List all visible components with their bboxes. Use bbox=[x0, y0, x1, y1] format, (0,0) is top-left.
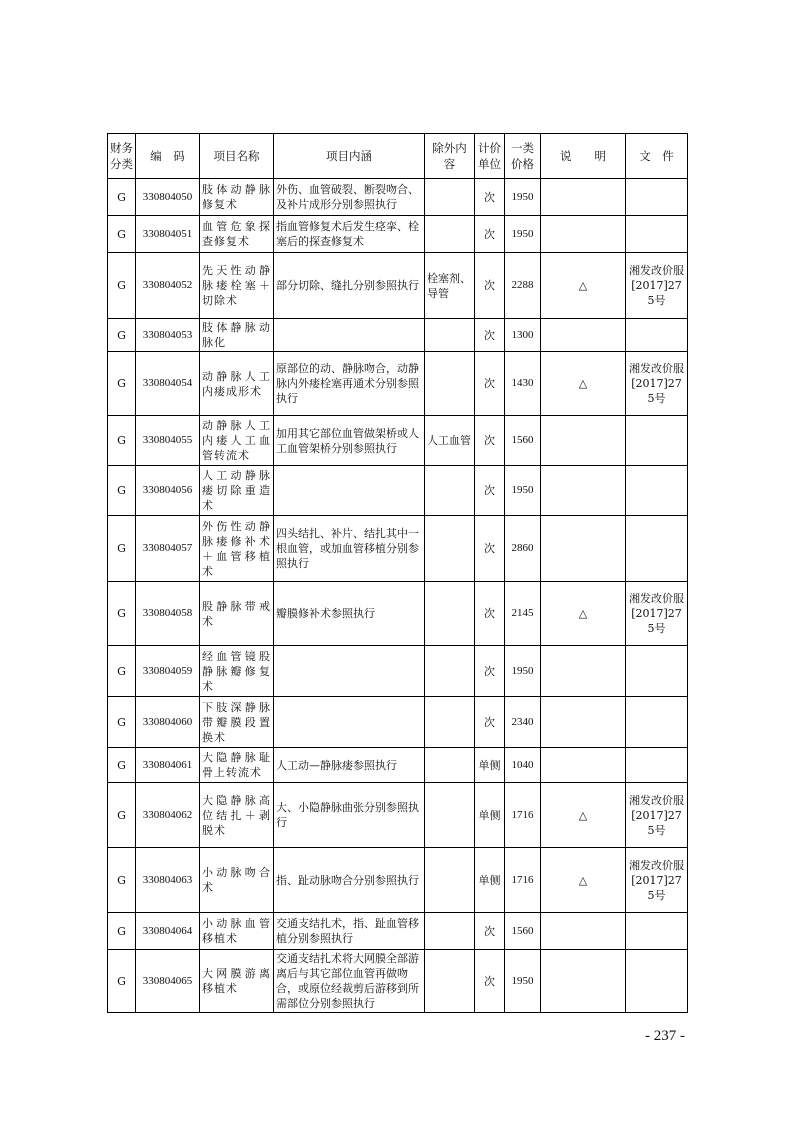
cell-note: △ bbox=[541, 253, 626, 319]
cell-code: 330804061 bbox=[136, 748, 200, 783]
cell-desc: 交通支结扎术，指、趾血管移植分别参照执行 bbox=[274, 913, 425, 950]
cell-name: 动静脉人工内瘘人工血管转流术 bbox=[200, 416, 274, 466]
cell-code: 330804064 bbox=[136, 913, 200, 950]
cell-unit: 次 bbox=[475, 179, 505, 216]
cell-note: △ bbox=[541, 783, 626, 848]
cell-excluded bbox=[425, 848, 475, 913]
cell-category: G bbox=[108, 783, 136, 848]
cell-document: 湘发改价服[2017]275号 bbox=[626, 582, 688, 646]
table-row bbox=[108, 848, 688, 913]
cell-unit: 次 bbox=[475, 216, 505, 253]
cell-desc bbox=[274, 466, 425, 516]
cell-price: 1430 bbox=[505, 352, 541, 416]
cell-code: 330804057 bbox=[136, 516, 200, 582]
cell-excluded bbox=[425, 697, 475, 748]
page-number: - 237 - bbox=[645, 1028, 685, 1044]
table-row bbox=[108, 319, 688, 352]
cell-price: 1950 bbox=[505, 216, 541, 253]
cell-price: 2288 bbox=[505, 253, 541, 319]
cell-document: 湘发改价服[2017]275号 bbox=[626, 848, 688, 913]
cell-code: 330804053 bbox=[136, 319, 200, 352]
cell-unit: 单侧 bbox=[475, 783, 505, 848]
cell-name: 小动脉吻合术 bbox=[200, 848, 274, 913]
table-row bbox=[108, 216, 688, 253]
cell-document bbox=[626, 646, 688, 697]
cell-document bbox=[626, 516, 688, 582]
cell-desc bbox=[274, 319, 425, 352]
cell-note: △ bbox=[541, 848, 626, 913]
table-row bbox=[108, 646, 688, 697]
cell-desc: 指、趾动脉吻合分别参照执行 bbox=[274, 848, 425, 913]
cell-name: 动静脉人工内瘘成形术 bbox=[200, 352, 274, 416]
cell-code: 330804058 bbox=[136, 582, 200, 646]
cell-category: G bbox=[108, 416, 136, 466]
header-category: 财务分类 bbox=[108, 134, 136, 179]
cell-document: 湘发改价服[2017]275号 bbox=[626, 783, 688, 848]
cell-document bbox=[626, 748, 688, 783]
cell-price: 2145 bbox=[505, 582, 541, 646]
cell-unit: 次 bbox=[475, 646, 505, 697]
cell-price: 1716 bbox=[505, 848, 541, 913]
header-document: 文 件 bbox=[626, 134, 688, 179]
cell-price: 1300 bbox=[505, 319, 541, 352]
cell-category: G bbox=[108, 913, 136, 950]
cell-note bbox=[541, 646, 626, 697]
cell-category: G bbox=[108, 466, 136, 516]
cell-excluded bbox=[425, 582, 475, 646]
cell-desc: 瓣膜修补术参照执行 bbox=[274, 582, 425, 646]
cell-document bbox=[626, 216, 688, 253]
cell-unit: 单侧 bbox=[475, 748, 505, 783]
header-item-content: 项目内涵 bbox=[274, 134, 425, 179]
cell-desc: 外伤、血管破裂、断裂吻合、及补片成形分别参照执行 bbox=[274, 179, 425, 216]
cell-price: 1560 bbox=[505, 416, 541, 466]
cell-name: 外伤性动静脉瘘修补术＋血管移植术 bbox=[200, 516, 274, 582]
cell-desc: 部分切除、缝扎分别参照执行 bbox=[274, 253, 425, 319]
cell-note bbox=[541, 216, 626, 253]
cell-category: G bbox=[108, 253, 136, 319]
cell-category: G bbox=[108, 950, 136, 1013]
cell-category: G bbox=[108, 216, 136, 253]
header-row bbox=[108, 134, 688, 179]
table-row bbox=[108, 783, 688, 848]
cell-excluded bbox=[425, 783, 475, 848]
cell-price: 2340 bbox=[505, 697, 541, 748]
cell-desc: 人工动—静脉瘘参照执行 bbox=[274, 748, 425, 783]
cell-name: 人工动静脉瘘切除重造术 bbox=[200, 466, 274, 516]
cell-desc: 指血管修复术后发生痉挛、栓塞后的探查修复术 bbox=[274, 216, 425, 253]
cell-code: 330804050 bbox=[136, 179, 200, 216]
cell-code: 330804065 bbox=[136, 950, 200, 1013]
cell-document: 湘发改价服[2017]275号 bbox=[626, 352, 688, 416]
cell-unit: 次 bbox=[475, 950, 505, 1013]
cell-note bbox=[541, 416, 626, 466]
table-row bbox=[108, 582, 688, 646]
cell-name: 股静脉带戒术 bbox=[200, 582, 274, 646]
cell-desc: 原部位的动、静脉吻合，动静脉内外瘘栓塞再通术分别参照执行 bbox=[274, 352, 425, 416]
cell-category: G bbox=[108, 848, 136, 913]
header-note: 说 明 bbox=[541, 134, 626, 179]
cell-document bbox=[626, 950, 688, 1013]
table-row bbox=[108, 697, 688, 748]
cell-unit: 次 bbox=[475, 416, 505, 466]
cell-price: 1950 bbox=[505, 646, 541, 697]
cell-document bbox=[626, 697, 688, 748]
cell-name: 经血管镜股静脉瓣修复术 bbox=[200, 646, 274, 697]
cell-name: 血管危象探查修复术 bbox=[200, 216, 274, 253]
cell-unit: 次 bbox=[475, 516, 505, 582]
cell-unit: 次 bbox=[475, 582, 505, 646]
header-item-name: 项目名称 bbox=[200, 134, 274, 179]
cell-note bbox=[541, 466, 626, 516]
cell-note bbox=[541, 697, 626, 748]
header-price: 一类价格 bbox=[505, 134, 541, 179]
cell-unit: 次 bbox=[475, 352, 505, 416]
cell-category: G bbox=[108, 319, 136, 352]
header-code: 编 码 bbox=[136, 134, 200, 179]
cell-document bbox=[626, 179, 688, 216]
cell-excluded bbox=[425, 466, 475, 516]
cell-code: 330804055 bbox=[136, 416, 200, 466]
cell-code: 330804059 bbox=[136, 646, 200, 697]
cell-document: 湘发改价服[2017]275号 bbox=[626, 253, 688, 319]
cell-price: 1560 bbox=[505, 913, 541, 950]
cell-unit: 次 bbox=[475, 913, 505, 950]
cell-name: 大网膜游离移植术 bbox=[200, 950, 274, 1013]
cell-code: 330804063 bbox=[136, 848, 200, 913]
cell-name: 下肢深静脉带瓣膜段置换术 bbox=[200, 697, 274, 748]
cell-note bbox=[541, 319, 626, 352]
cell-excluded bbox=[425, 319, 475, 352]
cell-category: G bbox=[108, 697, 136, 748]
cell-category: G bbox=[108, 748, 136, 783]
table-row bbox=[108, 748, 688, 783]
cell-excluded bbox=[425, 913, 475, 950]
cell-price: 1716 bbox=[505, 783, 541, 848]
cell-price: 1950 bbox=[505, 179, 541, 216]
cell-note bbox=[541, 516, 626, 582]
cell-code: 330804052 bbox=[136, 253, 200, 319]
cell-excluded bbox=[425, 179, 475, 216]
cell-price: 1950 bbox=[505, 950, 541, 1013]
cell-document bbox=[626, 466, 688, 516]
cell-price: 1950 bbox=[505, 466, 541, 516]
cell-document bbox=[626, 913, 688, 950]
cell-code: 330804056 bbox=[136, 466, 200, 516]
cell-category: G bbox=[108, 516, 136, 582]
cell-name: 大隐静脉耻骨上转流术 bbox=[200, 748, 274, 783]
cell-name: 肢体静脉动脉化 bbox=[200, 319, 274, 352]
cell-desc: 交通支结扎术将大网膜全部游离后与其它部位血管再做吻合，或原位经裁剪后游移到所需部位分别参照执行 bbox=[274, 950, 425, 1013]
cell-desc bbox=[274, 697, 425, 748]
cell-unit: 次 bbox=[475, 466, 505, 516]
table-row bbox=[108, 516, 688, 582]
header-unit: 计价单位 bbox=[475, 134, 505, 179]
cell-category: G bbox=[108, 352, 136, 416]
cell-category: G bbox=[108, 582, 136, 646]
cell-excluded bbox=[425, 950, 475, 1013]
table-row bbox=[108, 253, 688, 319]
cell-document bbox=[626, 319, 688, 352]
cell-name: 先天性动静脉瘘栓塞＋切除术 bbox=[200, 253, 274, 319]
fee-table bbox=[107, 133, 688, 1013]
cell-excluded bbox=[425, 352, 475, 416]
cell-code: 330804054 bbox=[136, 352, 200, 416]
cell-note: △ bbox=[541, 582, 626, 646]
table-row bbox=[108, 416, 688, 466]
cell-note bbox=[541, 913, 626, 950]
cell-desc: 大、小隐静脉曲张分别参照执行 bbox=[274, 783, 425, 848]
cell-note bbox=[541, 748, 626, 783]
table-row bbox=[108, 950, 688, 1013]
cell-code: 330804051 bbox=[136, 216, 200, 253]
cell-category: G bbox=[108, 179, 136, 216]
cell-desc: 四头结扎、补片、结扎其中一根血管，或加血管移植分别参照执行 bbox=[274, 516, 425, 582]
cell-excluded bbox=[425, 516, 475, 582]
cell-unit: 次 bbox=[475, 253, 505, 319]
cell-category: G bbox=[108, 646, 136, 697]
cell-note: △ bbox=[541, 352, 626, 416]
cell-price: 1040 bbox=[505, 748, 541, 783]
cell-excluded bbox=[425, 216, 475, 253]
cell-price: 2860 bbox=[505, 516, 541, 582]
cell-excluded: 栓塞剂、导管 bbox=[425, 253, 475, 319]
cell-name: 肢体动静脉修复术 bbox=[200, 179, 274, 216]
cell-name: 大隐静脉高位结扎＋剥脱术 bbox=[200, 783, 274, 848]
cell-document bbox=[626, 416, 688, 466]
cell-excluded bbox=[425, 748, 475, 783]
cell-excluded: 人工血管 bbox=[425, 416, 475, 466]
cell-desc: 加用其它部位血管做架桥或人工血管架桥分别参照执行 bbox=[274, 416, 425, 466]
table-row bbox=[108, 466, 688, 516]
cell-code: 330804060 bbox=[136, 697, 200, 748]
cell-note bbox=[541, 179, 626, 216]
cell-excluded bbox=[425, 646, 475, 697]
cell-code: 330804062 bbox=[136, 783, 200, 848]
cell-name: 小动脉血管移植术 bbox=[200, 913, 274, 950]
cell-unit: 单侧 bbox=[475, 848, 505, 913]
cell-note bbox=[541, 950, 626, 1013]
cell-unit: 次 bbox=[475, 697, 505, 748]
table-row bbox=[108, 913, 688, 950]
table-row bbox=[108, 179, 688, 216]
table-row bbox=[108, 352, 688, 416]
cell-unit: 次 bbox=[475, 319, 505, 352]
header-excluded: 除外内容 bbox=[425, 134, 475, 179]
cell-desc bbox=[274, 646, 425, 697]
